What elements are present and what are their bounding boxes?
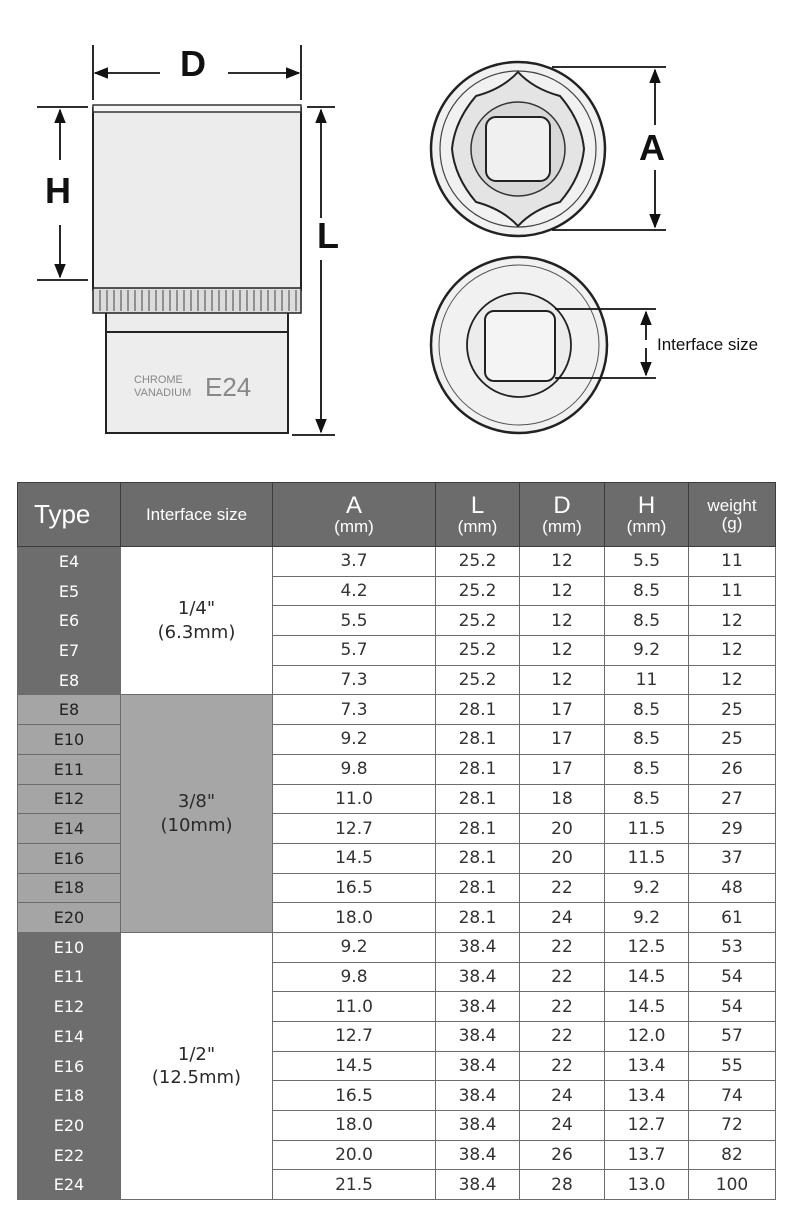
socket-top-view <box>431 62 605 236</box>
header-l-unit: (mm) <box>457 517 498 537</box>
cell-a: 9.2 <box>273 725 436 755</box>
cell-l: 38.4 <box>436 1170 520 1200</box>
cell-h: 8.5 <box>605 754 689 784</box>
cell-type: E4 <box>18 547 121 577</box>
cell-h: 8.5 <box>605 695 689 725</box>
cell-d: 17 <box>520 754 605 784</box>
cell-l: 28.1 <box>436 843 520 873</box>
cell-d: 20 <box>520 843 605 873</box>
header-d <box>520 483 605 547</box>
label-l: L <box>317 215 339 256</box>
socket-brand-line2: VANADIUM <box>134 387 192 399</box>
cell-d: 28 <box>520 1170 605 1200</box>
cell-l: 28.1 <box>436 873 520 903</box>
table-row <box>18 695 776 725</box>
cell-a: 4.2 <box>273 576 436 606</box>
header-a-label: A <box>345 491 362 519</box>
cell-weight: 11 <box>689 576 776 606</box>
cell-a: 16.5 <box>273 1081 436 1111</box>
socket-side-view <box>93 105 301 433</box>
cell-a: 11.0 <box>273 992 436 1022</box>
cell-a: 14.5 <box>273 1051 436 1081</box>
interface-size-inch: 1/2" <box>177 1043 216 1065</box>
header-l-label: L <box>470 491 485 519</box>
cell-l: 38.4 <box>436 992 520 1022</box>
cell-weight: 27 <box>689 784 776 814</box>
cell-weight: 57 <box>689 1022 776 1052</box>
label-interface-size: Interface size <box>657 335 759 354</box>
cell-d: 26 <box>520 1140 605 1170</box>
cell-weight: 12 <box>689 665 776 695</box>
cell-type: E16 <box>18 843 121 873</box>
cell-type: E6 <box>18 606 121 636</box>
cell-d: 20 <box>520 814 605 844</box>
cell-h: 9.2 <box>605 873 689 903</box>
table-header-row <box>18 483 776 547</box>
interface-size-inch: 1/4" <box>177 598 216 620</box>
cell-type: E12 <box>18 992 121 1022</box>
cell-weight: 100 <box>689 1170 776 1200</box>
cell-d: 12 <box>520 576 605 606</box>
cell-type: E10 <box>18 932 121 962</box>
cell-h: 8.5 <box>605 725 689 755</box>
cell-l: 28.1 <box>436 784 520 814</box>
socket-size-mark: E24 <box>205 372 252 402</box>
cell-l: 25.2 <box>436 576 520 606</box>
cell-a: 20.0 <box>273 1140 436 1170</box>
cell-l: 25.2 <box>436 606 520 636</box>
cell-d: 12 <box>520 606 605 636</box>
cell-weight: 72 <box>689 1111 776 1141</box>
cell-type: E7 <box>18 636 121 666</box>
cell-l: 38.4 <box>436 1022 520 1052</box>
cell-h: 8.5 <box>605 576 689 606</box>
cell-d: 12 <box>520 665 605 695</box>
socket-diagram <box>0 0 790 470</box>
cell-weight: 53 <box>689 932 776 962</box>
header-weight <box>689 483 776 547</box>
cell-weight: 11 <box>689 547 776 577</box>
cell-l: 28.1 <box>436 814 520 844</box>
cell-type: E12 <box>18 784 121 814</box>
header-l <box>436 483 520 547</box>
cell-d: 24 <box>520 903 605 933</box>
header-a-unit: (mm) <box>334 517 374 537</box>
cell-d: 22 <box>520 1022 605 1052</box>
cell-h: 13.4 <box>605 1081 689 1111</box>
socket-bottom-view <box>431 257 607 433</box>
cell-a: 12.7 <box>273 1022 436 1052</box>
cell-a: 21.5 <box>273 1170 436 1200</box>
header-d-unit: (mm) <box>542 517 582 537</box>
cell-h: 12.0 <box>605 1022 689 1052</box>
cell-type: E20 <box>18 1111 121 1141</box>
cell-h: 14.5 <box>605 962 689 992</box>
cell-weight: 74 <box>689 1081 776 1111</box>
cell-d: 22 <box>520 873 605 903</box>
cell-h: 8.5 <box>605 784 689 814</box>
cell-d: 17 <box>520 725 605 755</box>
cell-d: 12 <box>520 547 605 577</box>
header-d-label: D <box>553 491 571 519</box>
label-d: D <box>180 43 206 84</box>
cell-h: 8.5 <box>605 606 689 636</box>
label-h: H <box>45 170 71 211</box>
cell-type: E22 <box>18 1140 121 1170</box>
interface-size-mm: (10mm) <box>160 814 233 836</box>
cell-type: E5 <box>18 576 121 606</box>
cell-weight: 54 <box>689 962 776 992</box>
cell-l: 38.4 <box>436 932 520 962</box>
cell-a: 7.3 <box>273 695 436 725</box>
cell-a: 7.3 <box>273 665 436 695</box>
cell-type: E10 <box>18 725 121 755</box>
cell-h: 9.2 <box>605 903 689 933</box>
specification-table <box>17 482 776 1200</box>
cell-l: 28.1 <box>436 695 520 725</box>
interface-size-mm: (6.3mm) <box>157 621 236 643</box>
header-type: Type <box>18 483 121 547</box>
table-body <box>18 547 776 1200</box>
cell-l: 28.1 <box>436 754 520 784</box>
cell-a: 9.8 <box>273 754 436 784</box>
cell-a: 18.0 <box>273 1111 436 1141</box>
cell-interface-size <box>121 547 273 695</box>
cell-h: 12.5 <box>605 932 689 962</box>
cell-type: E20 <box>18 903 121 933</box>
interface-size-mm: (12.5mm) <box>151 1067 242 1089</box>
cell-h: 12.7 <box>605 1111 689 1141</box>
cell-l: 38.4 <box>436 1111 520 1141</box>
cell-l: 38.4 <box>436 962 520 992</box>
interface-size-inch: 3/8" <box>177 791 216 813</box>
cell-weight: 37 <box>689 843 776 873</box>
header-interface-size: Interface size <box>121 483 273 547</box>
cell-a: 14.5 <box>273 843 436 873</box>
header-a <box>273 483 436 547</box>
cell-h: 9.2 <box>605 636 689 666</box>
cell-d: 22 <box>520 992 605 1022</box>
cell-l: 25.2 <box>436 636 520 666</box>
cell-weight: 26 <box>689 754 776 784</box>
cell-h: 11.5 <box>605 843 689 873</box>
cell-weight: 54 <box>689 992 776 1022</box>
cell-l: 38.4 <box>436 1051 520 1081</box>
cell-a: 3.7 <box>273 547 436 577</box>
cell-type: E8 <box>18 665 121 695</box>
cell-a: 16.5 <box>273 873 436 903</box>
cell-h: 13.0 <box>605 1170 689 1200</box>
cell-h: 13.7 <box>605 1140 689 1170</box>
cell-type: E14 <box>18 814 121 844</box>
cell-d: 12 <box>520 636 605 666</box>
cell-h: 13.4 <box>605 1051 689 1081</box>
cell-d: 22 <box>520 932 605 962</box>
cell-weight: 48 <box>689 873 776 903</box>
cell-interface-size <box>121 932 273 1199</box>
cell-a: 5.7 <box>273 636 436 666</box>
cell-l: 28.1 <box>436 725 520 755</box>
cell-weight: 82 <box>689 1140 776 1170</box>
cell-a: 9.2 <box>273 932 436 962</box>
socket-brand-line1: CHROME <box>134 374 183 386</box>
cell-weight: 12 <box>689 606 776 636</box>
header-h-label: H <box>637 491 656 519</box>
cell-l: 25.2 <box>436 665 520 695</box>
cell-type: E11 <box>18 962 121 992</box>
cell-h: 11 <box>605 665 689 695</box>
cell-type: E24 <box>18 1170 121 1200</box>
cell-type: E18 <box>18 873 121 903</box>
cell-a: 9.8 <box>273 962 436 992</box>
cell-d: 17 <box>520 695 605 725</box>
table-row <box>18 932 776 962</box>
label-a: A <box>639 127 665 168</box>
cell-interface-size <box>121 695 273 933</box>
cell-a: 18.0 <box>273 903 436 933</box>
cell-weight: 29 <box>689 814 776 844</box>
header-h <box>605 483 689 547</box>
table-row <box>18 547 776 577</box>
header-weight-unit: (g) <box>721 513 743 533</box>
cell-weight: 25 <box>689 695 776 725</box>
cell-weight: 61 <box>689 903 776 933</box>
cell-type: E8 <box>18 695 121 725</box>
cell-type: E16 <box>18 1051 121 1081</box>
cell-d: 18 <box>520 784 605 814</box>
cell-a: 12.7 <box>273 814 436 844</box>
cell-d: 22 <box>520 1051 605 1081</box>
cell-type: E18 <box>18 1081 121 1111</box>
cell-h: 11.5 <box>605 814 689 844</box>
cell-l: 25.2 <box>436 547 520 577</box>
header-h-unit: (mm) <box>626 517 667 537</box>
cell-d: 24 <box>520 1111 605 1141</box>
cell-l: 38.4 <box>436 1140 520 1170</box>
cell-l: 38.4 <box>436 1081 520 1111</box>
cell-h: 5.5 <box>605 547 689 577</box>
cell-d: 24 <box>520 1081 605 1111</box>
cell-h: 14.5 <box>605 992 689 1022</box>
cell-l: 28.1 <box>436 903 520 933</box>
cell-d: 22 <box>520 962 605 992</box>
cell-weight: 25 <box>689 725 776 755</box>
cell-a: 5.5 <box>273 606 436 636</box>
cell-type: E11 <box>18 754 121 784</box>
cell-weight: 12 <box>689 636 776 666</box>
cell-a: 11.0 <box>273 784 436 814</box>
cell-type: E14 <box>18 1022 121 1052</box>
cell-weight: 55 <box>689 1051 776 1081</box>
header-weight-label: weight <box>707 495 757 515</box>
